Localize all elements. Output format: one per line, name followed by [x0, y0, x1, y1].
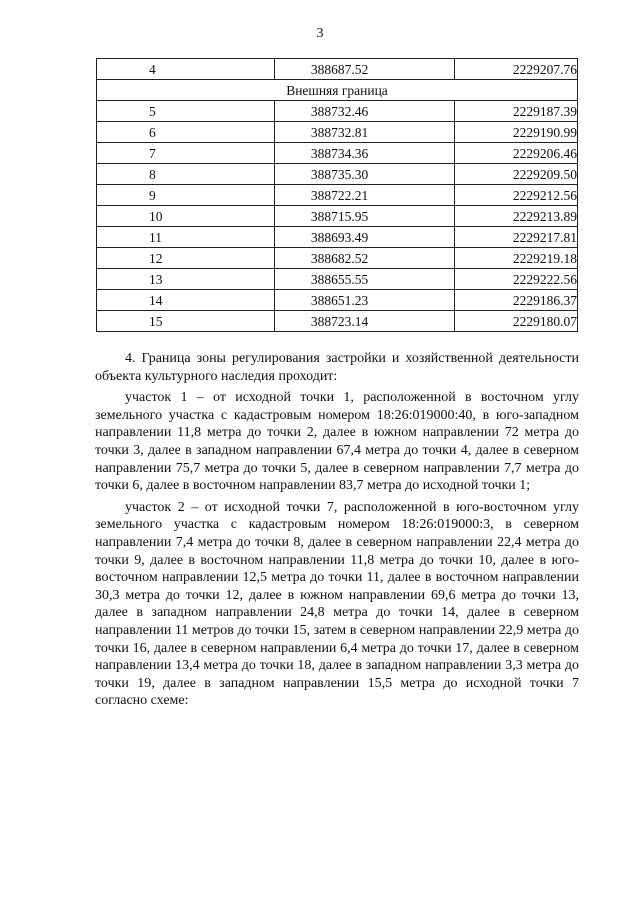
- y-coordinate: 2229212.56: [454, 185, 577, 206]
- y-coordinate: 2229187.39: [454, 101, 577, 122]
- table-row: [97, 59, 578, 80]
- table-row: [97, 269, 578, 290]
- x-coordinate: 388722.21: [274, 185, 454, 206]
- document-body: [95, 350, 579, 714]
- point-number: 4: [97, 59, 275, 80]
- table-section-row: [97, 80, 578, 101]
- paragraph-section-2: участок 2 – от исходной точки 7, расположенной в юго-восточном углу земельного участка с кадастровым номером 18:26:019000:3, в северном направлении 7,4 метра до точки 8, далее в северном направлении 22,4 метра до точки 9, далее в восточном направлении 11,8 метра до точки 10, далее в юго-восточном направлении 12,5 метра до точки 11, далее в восточном направлении 30,3 метра до точки 12, далее в южном направлении 69,6 метра до точки 13, далее в западном направлении 24,8 метра до точки 14, далее в северном направлении 11 метров до точки 15, затем в северном направлении 22,9 метра до точки 16, далее в северном направлении 6,4 метра до точки 17, далее в северном направлении 13,4 метра до точки 18, далее в западном направлении 3,3 метра до точки 19, далее в западном направлении 15,5 метра до исходной точки 7 согласно схеме:: [95, 499, 579, 709]
- point-number: 13: [97, 269, 275, 290]
- table-row: [97, 206, 578, 227]
- point-number: 11: [97, 227, 275, 248]
- y-coordinate: 2229217.81: [454, 227, 577, 248]
- point-number: 7: [97, 143, 275, 164]
- y-coordinate: 2229213.89: [454, 206, 577, 227]
- x-coordinate: 388687.52: [274, 59, 454, 80]
- point-number: 12: [97, 248, 275, 269]
- point-number: 8: [97, 164, 275, 185]
- point-number: 10: [97, 206, 275, 227]
- table-row: [97, 311, 578, 332]
- x-coordinate: 388732.81: [274, 122, 454, 143]
- y-coordinate: 2229207.76: [454, 59, 577, 80]
- x-coordinate: 388732.46: [274, 101, 454, 122]
- point-number: 9: [97, 185, 275, 206]
- point-number: 14: [97, 290, 275, 311]
- point-number: 15: [97, 311, 275, 332]
- x-coordinate: 388655.55: [274, 269, 454, 290]
- section-title: Внешняя граница: [97, 80, 578, 101]
- table-row: [97, 101, 578, 122]
- y-coordinate: 2229206.46: [454, 143, 577, 164]
- table-row: [97, 164, 578, 185]
- x-coordinate: 388723.14: [274, 311, 454, 332]
- x-coordinate: 388715.95: [274, 206, 454, 227]
- coordinates-table: [96, 58, 578, 332]
- table-row: [97, 227, 578, 248]
- x-coordinate: 388734.36: [274, 143, 454, 164]
- x-coordinate: 388735.30: [274, 164, 454, 185]
- page-number: 3: [316, 26, 324, 41]
- table-row: [97, 290, 578, 311]
- point-number: 6: [97, 122, 275, 143]
- paragraph-zone-boundary: 4. Граница зоны регулирования застройки и хозяйственной деятельности объекта культурного наследия проходит:: [95, 351, 579, 384]
- point-number: 5: [97, 101, 275, 122]
- y-coordinate: 2229209.50: [454, 164, 577, 185]
- table-row: [97, 248, 578, 269]
- y-coordinate: 2229222.56: [454, 269, 577, 290]
- y-coordinate: 2229190.99: [454, 122, 577, 143]
- paragraph-section-1: участок 1 – от исходной точки 1, расположенной в восточном углу земельного участка с кадастровым номером 18:26:019000:40, в юго-западном направлении 11,8 метра до точки 2, далее в южном направлении 72 метра до точки 3, далее в западном направлении 67,4 метра до точки 4, далее в северном направлении 75,7 метра до точки 5, далее в северном направлении 7,7 метра до точки 6, далее в восточном направлении 83,7 метра до исходной точки 1;: [95, 390, 579, 494]
- y-coordinate: 2229186.37: [454, 290, 577, 311]
- table-row: [97, 122, 578, 143]
- x-coordinate: 388651.23: [274, 290, 454, 311]
- table-row: [97, 143, 578, 164]
- y-coordinate: 2229180.07: [454, 311, 577, 332]
- table-row: [97, 185, 578, 206]
- y-coordinate: 2229219.18: [454, 248, 577, 269]
- x-coordinate: 388682.52: [274, 248, 454, 269]
- x-coordinate: 388693.49: [274, 227, 454, 248]
